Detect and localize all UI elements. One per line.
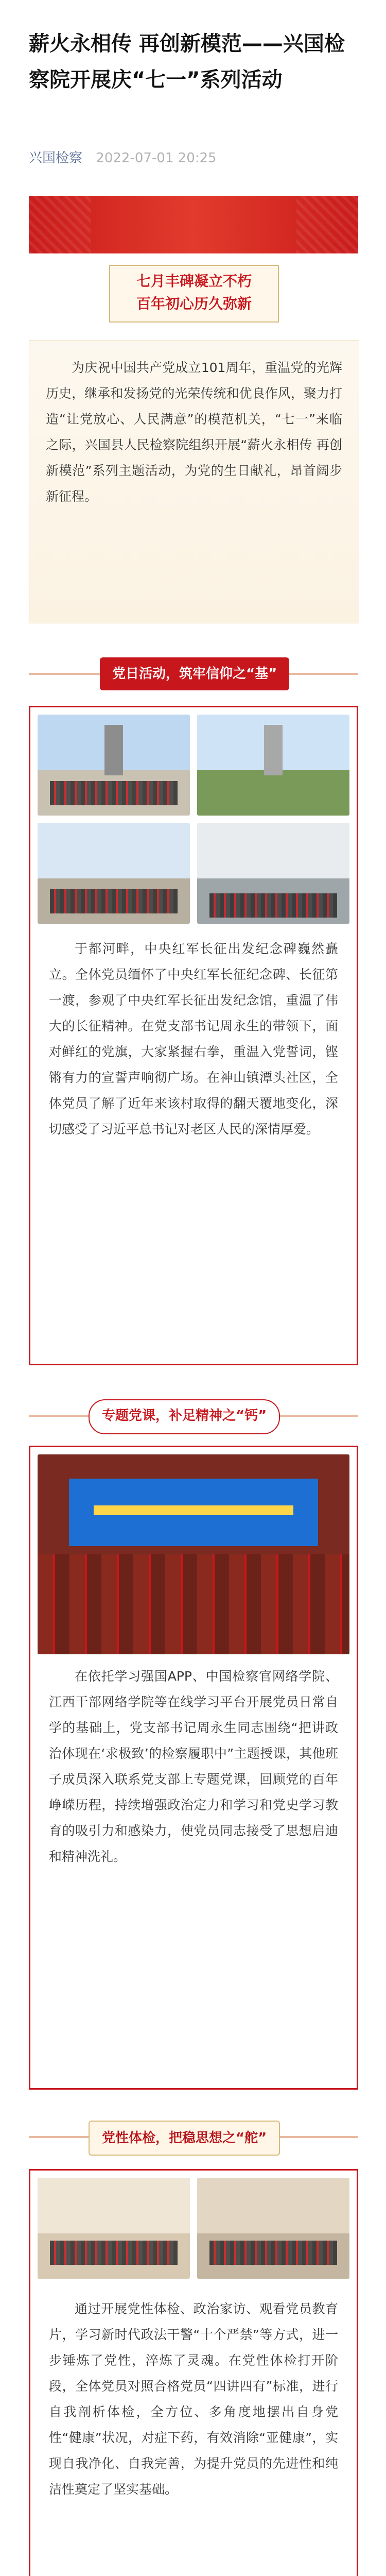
- section-heading-2: [29, 1396, 358, 1437]
- article-meta: [29, 147, 217, 166]
- banner-pattern-left: [29, 196, 91, 253]
- photo-monument-ceremony[interactable]: [38, 715, 190, 816]
- motto-box: [109, 265, 279, 323]
- section-heading-3: [29, 2117, 358, 2159]
- article-title: 薪火永相传 再创新模范——兴国检察院开展庆“七一”系列活动: [29, 32, 345, 92]
- section-card-3: [29, 2169, 358, 2576]
- section-card-1: [29, 706, 358, 1365]
- photo-home-visit[interactable]: [197, 2178, 349, 2279]
- photo-meeting-room[interactable]: [38, 2178, 190, 2279]
- section-body-2: [49, 1664, 338, 1870]
- motto-line-2: 百年初心历久弥新: [136, 295, 252, 312]
- account-name-link[interactable]: 兴国检察: [29, 150, 83, 166]
- photo-oath-group[interactable]: [38, 823, 190, 924]
- photo-grid-3: [38, 2178, 349, 2291]
- photo-grid-2: [38, 1454, 349, 1660]
- section-card-2: [29, 1446, 358, 2090]
- motto-line-1: 七月丰碑凝立不朽: [136, 273, 252, 290]
- section-text-3: 通过开展党性体检、政治家访、观看党员教育片，学习新时代政法干警“十个严禁”等方式，进一步锤炼了党性，淬炼了灵魂。在党性体检打开阶段，全体党员对照合格党员“四讲四有”标准，进行自我剖析体检，全方位、多角度地摆出自身党性“健康”状况，对症下药，有效消除“亚健康”，实现自我净化、自我完善，为提升党员的先进性和纯洁性奠定了坚实基础。: [49, 2301, 338, 2497]
- photo-grid-1: [38, 715, 349, 931]
- section-title-1: 党日活动，筑牢信仰之“基”: [100, 657, 289, 690]
- photo-village-visit[interactable]: [197, 823, 349, 924]
- photo-party-lecture[interactable]: [38, 1454, 349, 1654]
- intro-panel: [29, 340, 359, 623]
- section-title-2: 专题党课，补足精神之“钙”: [89, 1399, 280, 1434]
- section-body-3: [49, 2296, 338, 2502]
- section-heading-1: [29, 654, 358, 696]
- photo-memorial[interactable]: [197, 715, 349, 816]
- banner-pattern-right: [296, 196, 358, 253]
- header-banner: [29, 196, 358, 253]
- section-body-1: [49, 936, 338, 1142]
- publish-date: 2022-07-01 20:25: [96, 150, 217, 166]
- intro-text: 为庆祝中国共产党成立101周年，重温党的光辉历史，继承和发扬党的光荣传统和优良作风，聚力打造“让党放心、人民满意”的模范机关，“七一”来临之际，兴国县人民检察院组织开展“薪火永相传 再创新模范”系列主题活动，为党的生日献礼，昂首阔步新征程。: [46, 360, 342, 504]
- section-title-3: 党性体检，把稳思想之“舵”: [89, 2121, 280, 2156]
- section-text-2: 在依托学习强国APP、中国检察官网络学院、江西干部网络学院等在线学习平台开展党员日常自学的基础上，党支部书记周永生同志围绕“把讲政治体现在‘求极致’的检察履职中”主题授课，其他班子成员深入联系党支部上专题党课，回顾党的百年峥嵘历程，持续增强政治定力和学习和党史学习教育的吸引力和感染力，使党员同志接受了思想启迪和精神洗礼。: [49, 1669, 338, 1864]
- section-text-1: 于都河畔，中央红军长征出发纪念碑巍然矗立。全体党员缅怀了中央红军长征纪念碑、长征第一渡，参观了中央红军长征出发纪念馆，重温了伟大的长征精神。在党支部书记周永生的带领下，面对鲜红的党旗，大家紧握右拳，重温入党誓词，铿锵有力的宣誓声响彻广场。在神山镇潭头社区，全体党员了解了近年来该村取得的翻天覆地变化，深切感受了习近平总书记对老区人民的深情厚爱。: [49, 941, 338, 1137]
